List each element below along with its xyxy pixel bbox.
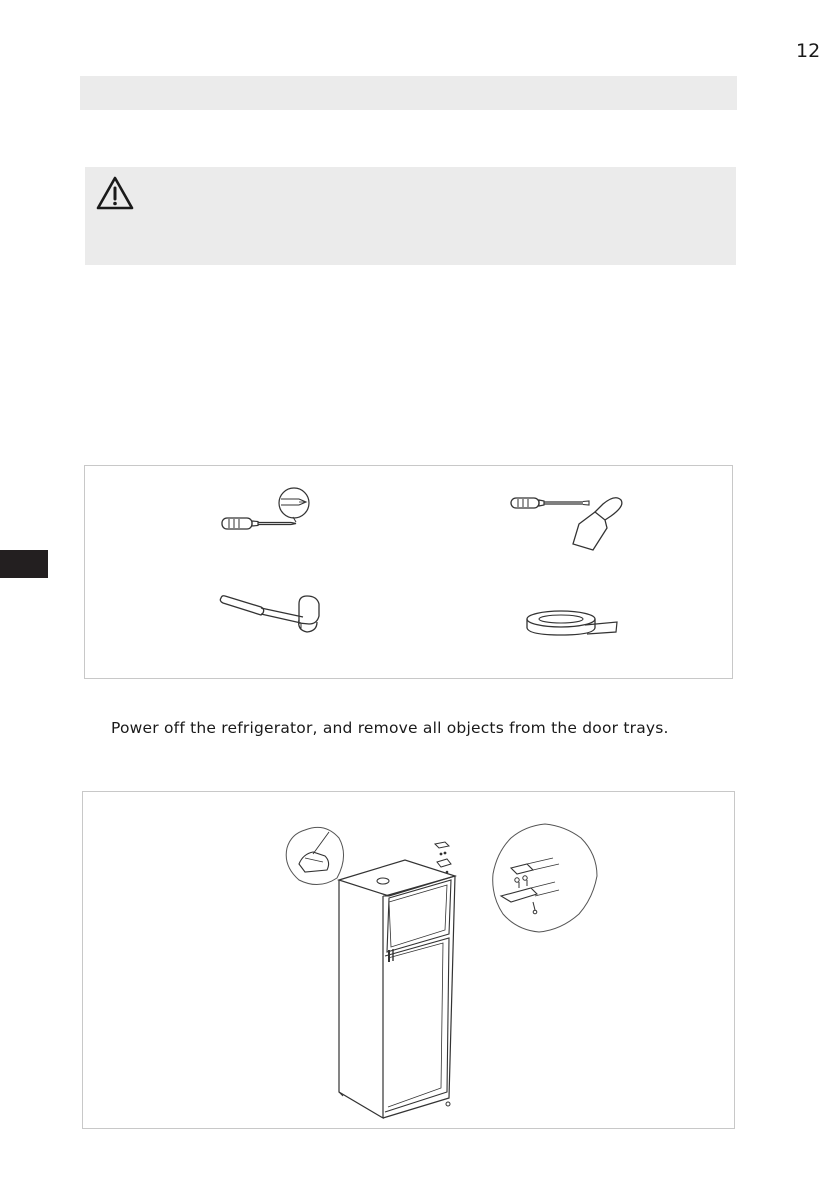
step-1-text: Power off the refrigerator, and remove all objects from the door trays. (111, 719, 669, 737)
putty-knife-icon (573, 498, 622, 550)
tools-panel (84, 465, 733, 679)
refrigerator (339, 860, 455, 1118)
tape-roll-icon (525, 606, 625, 642)
flat-screwdriver-icon (511, 498, 589, 508)
hinge-parts (435, 842, 451, 873)
warning-triangle-icon (95, 175, 135, 211)
language-side-tab (0, 550, 48, 578)
illustration-panel (82, 791, 735, 1129)
hinge-cover-detail (286, 827, 343, 884)
phillips-screwdriver-icon (219, 484, 319, 544)
section-title-bar (80, 76, 737, 110)
page-number: 12 (796, 40, 821, 62)
hammer-icon (217, 590, 327, 640)
refrigerator-hinge-illustration (83, 792, 734, 1128)
warning-box (85, 167, 736, 265)
hinge-exploded-detail (493, 824, 597, 932)
